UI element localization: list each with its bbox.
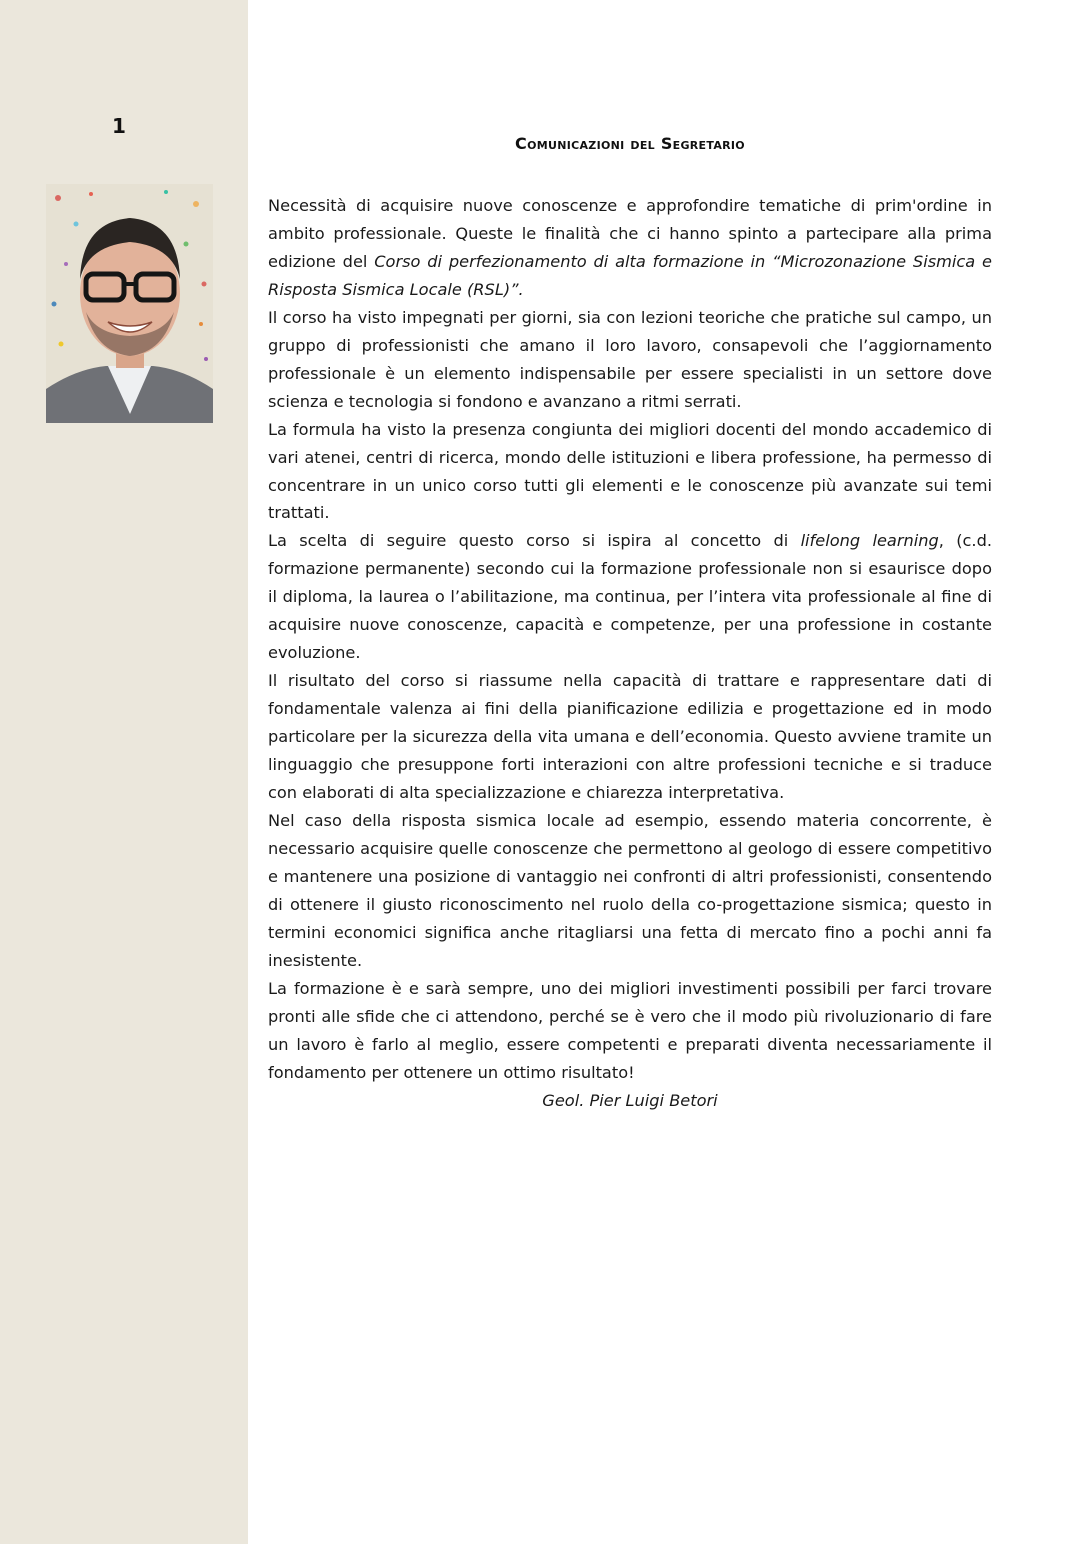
paragraph-4-emphasis: lifelong learning — [800, 531, 939, 551]
sidebar-panel — [0, 0, 248, 1544]
section-title: Comunicazioni del Segretario — [515, 134, 745, 153]
main-content — [268, 130, 992, 1115]
page-number: 1 — [112, 114, 126, 138]
paragraph-4-tail: , (c.d. formazione permanente) secondo cui la formazione professionale non si esaurisce dopo il diploma, la laurea o l’abilitazione, ma continua, per l’intera vita professionale al fine di acquisire nuove conoscenze, capacità e competenze, per una professione in costante evoluzione. — [268, 531, 993, 663]
paragraph-3: La formula ha visto la presenza congiunta dei migliori docenti del mondo accademico di vari atenei, centri di ricerca, mondo delle istituzioni e libera professione, ha permesso di concentrare in un unico corso tutti gli elementi e le conoscenze più avanzate sui temi trattati. — [268, 419, 992, 523]
paragraph-6: Nel caso della risposta sismica locale ad esempio, essendo materia concorrente, è necessario acquisire quelle conoscenze che permettono al geologo di essere competitivo e mantenere una posizione di vantaggio nei confronti di altri professionisti, consentendo di ottenere il giusto riconoscimento nel ruolo della co-progettazione sismica; questo in termini economici significa anche ritagliarsi una fetta di mercato fino a pochi anni fa inesistente. — [268, 810, 992, 970]
paragraph-1-text: Necessità di acquisire nuove conoscenze e approfondire tematiche di prim'ordine in ambito professionale. Queste le finalità che ci hanno spinto a partecipare alla prima edizione del — [268, 196, 992, 271]
paragraph-2: Il corso ha visto impegnati per giorni, sia con lezioni teoriche che pratiche sul campo, un gruppo di professionisti che amano il loro lavoro, consapevoli che l’aggiornamento professionale è un elemento indispensabile per essere specialisti in un settore dove scienza e tecnologia si fondono e avanzano a ritmi serrati. — [268, 307, 992, 411]
paragraph-7: La formazione è e sarà sempre, uno dei migliori investimenti possibili per farci trovare pronti alle sfide che ci attendono, perché se è vero che il modo più rivoluzionario di fare un lavoro è farlo al meglio, essere competenti e preparati diventa necessariamente il fondamento per ottenere un ottimo risultato! — [268, 978, 992, 1082]
author-portrait — [46, 184, 213, 423]
article-body — [268, 192, 992, 1115]
paragraph-1-emphasis: Corso di perfezionamento di alta formazione in “Microzonazione Sismica e Risposta Sismica Locale (RSL)”. — [268, 251, 992, 299]
paragraph-1 — [268, 192, 992, 304]
author-signature: Geol. Pier Luigi Betori — [542, 1090, 718, 1110]
paragraph-4-text: La scelta di seguire questo corso si ispira al concetto di — [268, 531, 801, 551]
paragraph-5: Il risultato del corso si riassume nella capacità di trattare e rappresentare dati di fondamentale valenza ai fini della pianificazione edilizia e progettazione ed in modo particolare per la sicurezza della vita umana e dell’economia. Questo avviene tramite un linguaggio che presuppone forti interazioni con altre professioni tecniche e si traduce con elaborati di alta specializzazione e chiarezza interpretativa. — [268, 671, 992, 803]
portrait-illustration — [46, 184, 213, 423]
paragraph-4 — [268, 527, 992, 667]
